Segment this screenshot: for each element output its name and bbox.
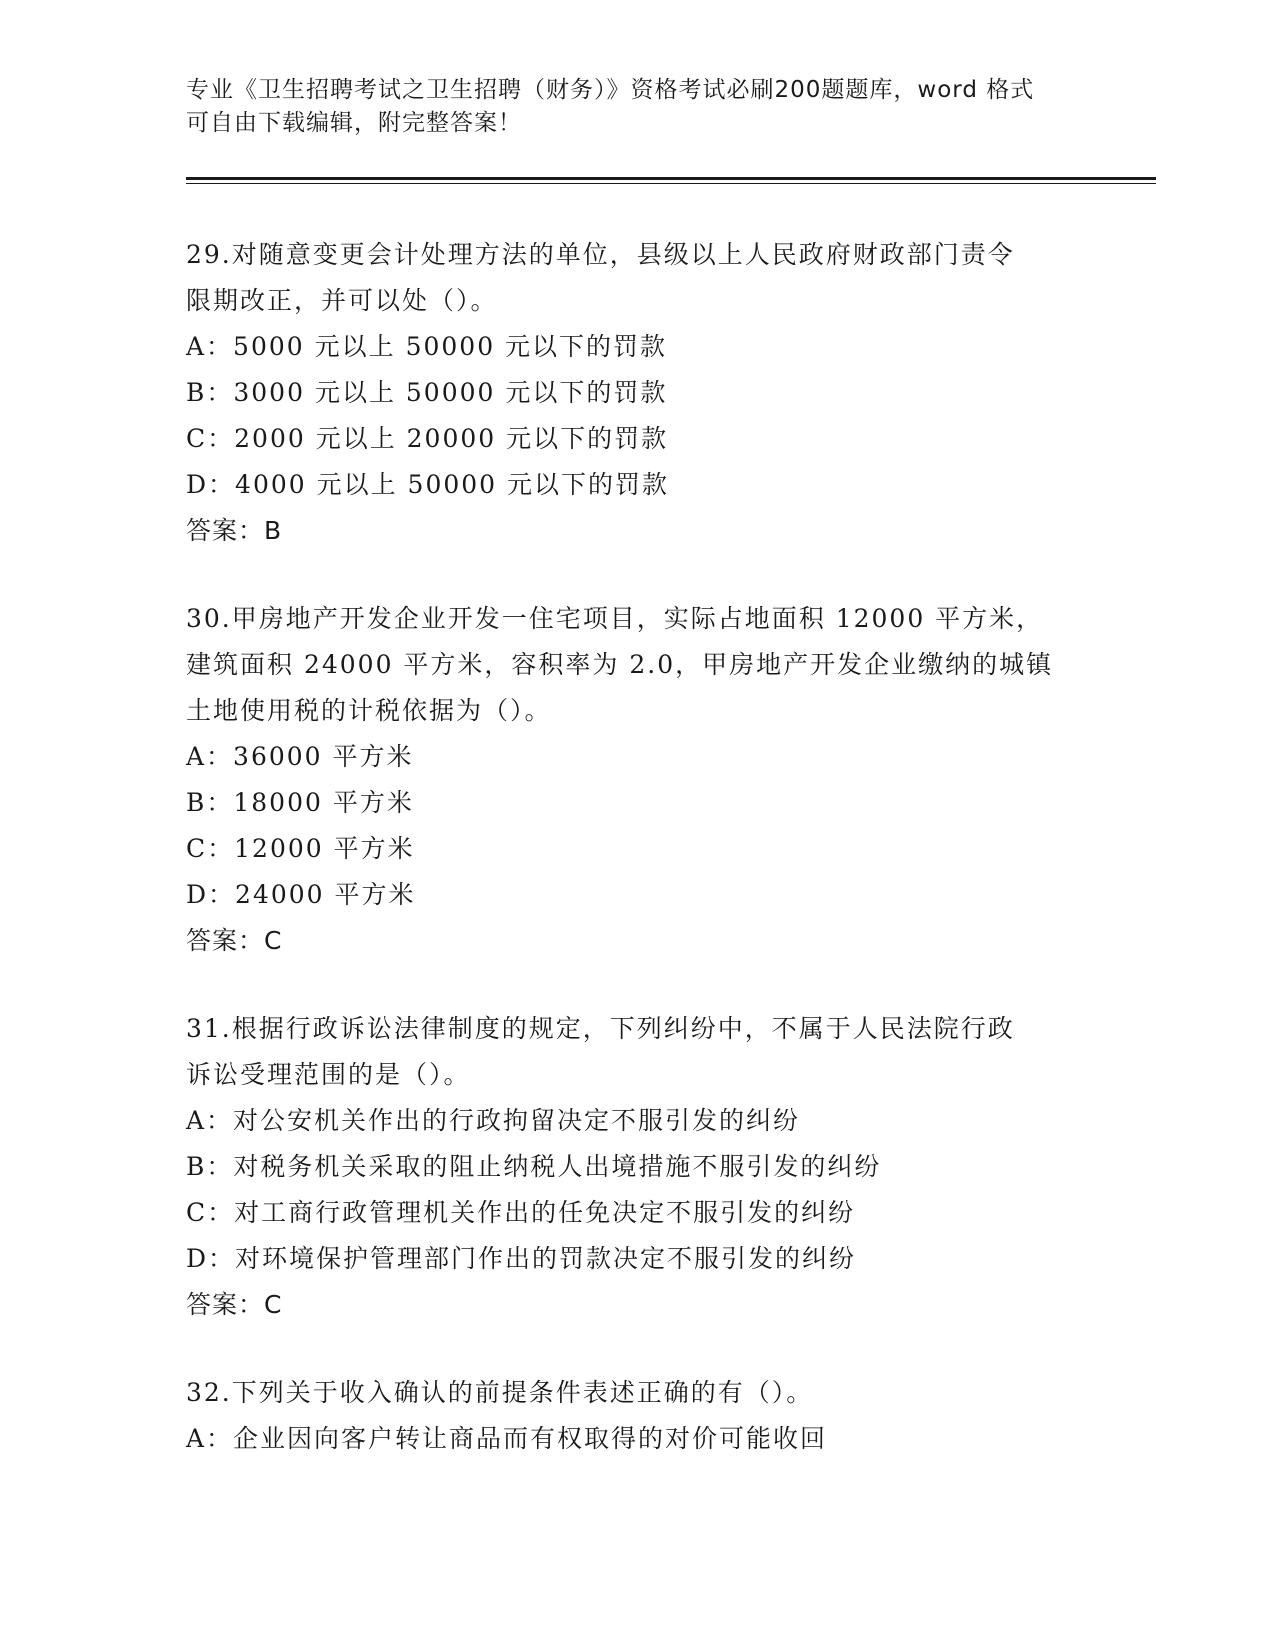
question-stem-line: 限期改正，并可以处（）。 <box>186 286 498 315</box>
answer-line: 答案：B <box>186 516 283 545</box>
question-stem-line: 29.对随意变更会计处理方法的单位，县级以上人民政府财政部门责令 <box>186 240 1015 269</box>
question-stem-line: 31.根据行政诉讼法律制度的规定，下列纠纷中，不属于人民法院行政 <box>186 1014 1015 1043</box>
option-b: B：对税务机关采取的阻止纳税人出境措施不服引发的纠纷 <box>186 1152 882 1181</box>
option-c: C：对工商行政管理机关作出的任免决定不服引发的纠纷 <box>186 1198 856 1227</box>
header-line-2: 可自由下载编辑，附完整答案！ <box>186 110 522 136</box>
answer-line: 答案：C <box>186 1290 283 1319</box>
header-line-1: 专业《卫生招聘考试之卫生招聘（财务）》资格考试必刷200题题库，word 格式 <box>186 77 1035 103</box>
question-stem-line: 30.甲房地产开发企业开发一住宅项目，实际占地面积 12000 平方米， <box>186 604 1044 633</box>
header-divider-thin <box>186 183 1156 184</box>
question-stem <box>186 596 1086 734</box>
option-a: A：36000 平方米 <box>186 742 414 771</box>
question-stem <box>186 1006 1086 1098</box>
option-a: A：对公安机关作出的行政拘留决定不服引发的纠纷 <box>186 1106 801 1135</box>
option-d: D：4000 元以上 50000 元以下的罚款 <box>186 470 670 499</box>
option-c: C：2000 元以上 20000 元以下的罚款 <box>186 424 669 453</box>
document-header <box>186 74 1086 140</box>
question-stem <box>186 232 1086 324</box>
question-32 <box>186 1370 1086 1462</box>
header-divider-thick <box>186 177 1156 180</box>
question-stem-line: 32.下列关于收入确认的前提条件表述正确的有（）。 <box>186 1378 814 1407</box>
option-b: B：18000 平方米 <box>186 788 414 817</box>
option-c: C：12000 平方米 <box>186 834 415 863</box>
option-d: D：对环境保护管理部门作出的罚款决定不服引发的纠纷 <box>186 1244 857 1273</box>
question-list <box>186 232 1086 1504</box>
question-stem-line: 建筑面积 24000 平方米，容积率为 2.0，甲房地产开发企业缴纳的城镇 <box>186 650 1054 679</box>
question-31 <box>186 1006 1086 1328</box>
question-stem-line: 土地使用税的计税依据为（）。 <box>186 696 552 725</box>
option-b: B：3000 元以上 50000 元以下的罚款 <box>186 378 668 407</box>
question-stem-line: 诉讼受理范围的是（）。 <box>186 1060 471 1089</box>
option-d: D：24000 平方米 <box>186 880 416 909</box>
question-stem <box>186 1370 1086 1416</box>
option-a: A：5000 元以上 50000 元以下的罚款 <box>186 332 668 361</box>
answer-line: 答案：C <box>186 926 283 955</box>
question-30 <box>186 596 1086 964</box>
question-29 <box>186 232 1086 554</box>
option-a: A：企业因向客户转让商品而有权取得的对价可能收回 <box>186 1424 828 1453</box>
